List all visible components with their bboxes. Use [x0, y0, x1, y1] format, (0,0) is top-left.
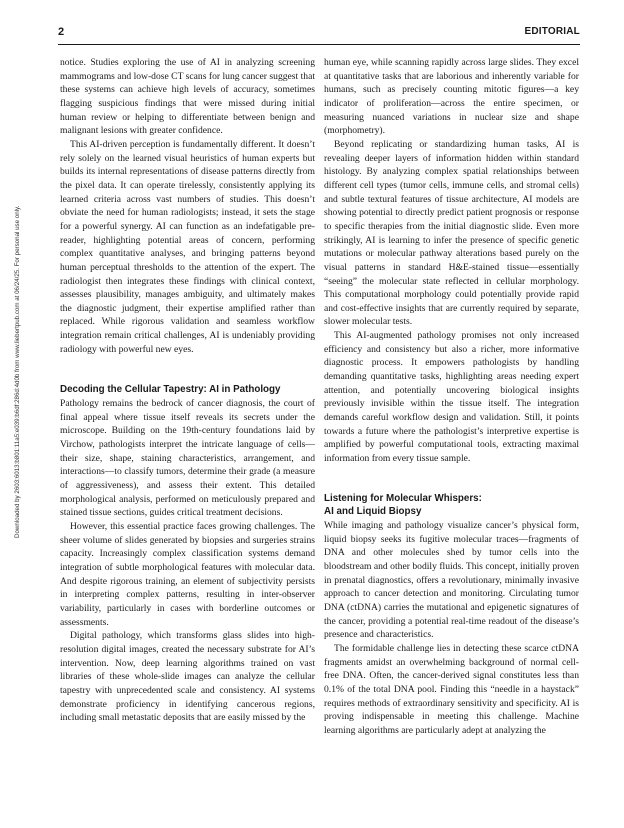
paragraph: The formidable challenge lies in detecting these scarce ctDNA fragments amidst an overwhelming background of normal cell-free DNA. Often, the cancer-derived signal constitutes less than 0.1% of the total DNA pool. Finding this “needle in a haystack” requires methods of extraordinary sensitivity and specificity. AI is proving indispensable in meeting this challenge. Machine learning algorithms are particularly adept at analyzing the	[324, 642, 579, 736]
paragraph: Digital pathology, which transforms glass slides into high-resolution digital images, created the necessary substrate for AI’s intervention. Now, deep learning algorithms trained on vast libraries of these whole-slide images can analyze the cellular tapestry with unprecedented scale and consistency. AI systems demonstrate proficiency in identifying cancerous regions, including small metastatic deposits that are easily missed by the	[60, 630, 315, 724]
section-gap	[324, 466, 579, 492]
page-number: 2	[58, 26, 65, 38]
right-column	[324, 56, 579, 738]
download-sidebar	[12, 108, 22, 538]
section-gap	[60, 356, 315, 383]
paragraph: While imaging and pathology visualize cancer’s physical form, liquid biopsy seeks its fugitive molecular traces—fragments of DNA and other molecules shed by tumor cells into the bloodstream and other bodily fluids. This concept, initially proven in prenatal diagnostics, offers a revolutionary, minimally invasive approach to cancer detection and monitoring. Circulating tumor DNA (ctDNA) carries the mutational and epigenetic signatures of the cancer, providing a potential real-time readout of the disease’s presence and characteristics.	[324, 520, 579, 641]
paragraph: This AI-augmented pathology promises not only increased efficiency and consistency but also a richer, more informative diagnostic process. It empowers pathologists by handling demanding quantitative tasks, highlighting areas needing expert attention, and potentially uncovering biological insights previously invisible within the tissue itself. The integration demands careful workflow design and validation. Still, it points towards a future where the pathologist’s interpretive expertise is amplified by powerful computational tools, extracting maximal information from every tissue sample.	[324, 330, 579, 465]
section-label: EDITORIAL	[524, 26, 580, 37]
header-rule	[58, 44, 580, 45]
paragraph: human eye, while scanning rapidly across large slides. They excel at quantitative tasks that are laborious and inherently variable for humans, such as precisely counting mitotic figures—a key indicator of proliferation—across the entire specimen, or measuring nuanced variations in nuclear size and shape (morphometry).	[324, 57, 579, 137]
section-heading: Listening for Molecular Whispers:	[324, 492, 482, 504]
section-heading: Decoding the Cellular Tapestry: AI in Pathology	[60, 384, 281, 396]
page-header	[58, 26, 580, 44]
paragraph: Beyond replicating or standardizing human tasks, AI is revealing deeper layers of information hidden within standard histology. By analyzing complex spatial relationships between different cell types (tumor cells, immune cells, and stromal cells) and subtle textural features of tissue architecture, AI models are showing potential to directly predict patient prognosis or response to specific therapies from the initial diagnostic slide. Even more strikingly, AI is learning to infer the presence of specific genetic mutations or molecular pathway alterations based purely on the visual patterns in standard H&E-stained tissue—essentially “seeing” the molecular state reflected in cellular morphology. This computational morphology could potentially provide rapid and cost-effective insights that are currently required by separate, slower molecular tests.	[324, 138, 579, 328]
paragraph: Pathology remains the bedrock of cancer diagnosis, the court of final appeal where tissue itself reveals its secrets under the microscope. Building on the 19th-century foundations laid by Virchow, pathologists interpret the intricate language of cells—their size, shape, staining characteristics, arrangement, and interactions—to classify tumors, determine their grade (a measure of aggressiveness), and assess their extent. This detailed morphological analysis, performed on meticulously prepared and stained tissue sections, guides critical treatment decisions.	[60, 398, 315, 519]
section-heading: AI and Liquid Biopsy	[324, 506, 422, 518]
paragraph: However, this essential practice faces growing challenges. The sheer volume of slides generated by biopsies and surgeries strains capacity. Increasingly complex classification systems demand integration of subtle morphological features with molecular data. And despite rigorous training, an element of subjectivity persists in interpreting complex patterns, resulting in inter-observer variability, particularly in cases with borderline outcomes or assessments.	[60, 521, 315, 628]
left-column	[60, 56, 315, 725]
paragraph: notice. Studies exploring the use of AI in analyzing screening mammograms and low-dose CT scans for lung cancer suggest that these systems can achieve high levels of accuracy, sometimes flagging suspicious findings that were missed during initial human review or helping to differentiate between benign and malignant lesions with greater confidence.	[60, 57, 315, 137]
paragraph: This AI-driven perception is fundamentally different. It doesn’t rely solely on the learned visual heuristics of human experts but builds its internal representations of disease patterns directly from the pixel data. It can operate tirelessly, consistently applying its learned criteria across vast numbers of studies. This doesn’t obviate the need for human radiologists; instead, it sets the stage for a powerful synergy. AI can function as an indefatigable pre-reader, highlighting potential areas of concern, performing complex quantitative analyses, and bringing patterns beyond human perceptual thresholds to the attention of the expert. The radiologist then integrates these findings with clinical context, assesses plausibility, manages ambiguity, and ultimately makes the diagnostic judgment, their expertise amplified rather than replaced. While rigorous validation and seamless workflow integration remain critical challenges, AI is undeniably providing radiology with powerful new eyes.	[60, 138, 315, 355]
download-note: Downloaded by 2603:6013:b801:11a5:e039:b6df:286d:4d0b from www.liebertpub.com at 06/24/25. For personal use only.	[14, 205, 21, 538]
